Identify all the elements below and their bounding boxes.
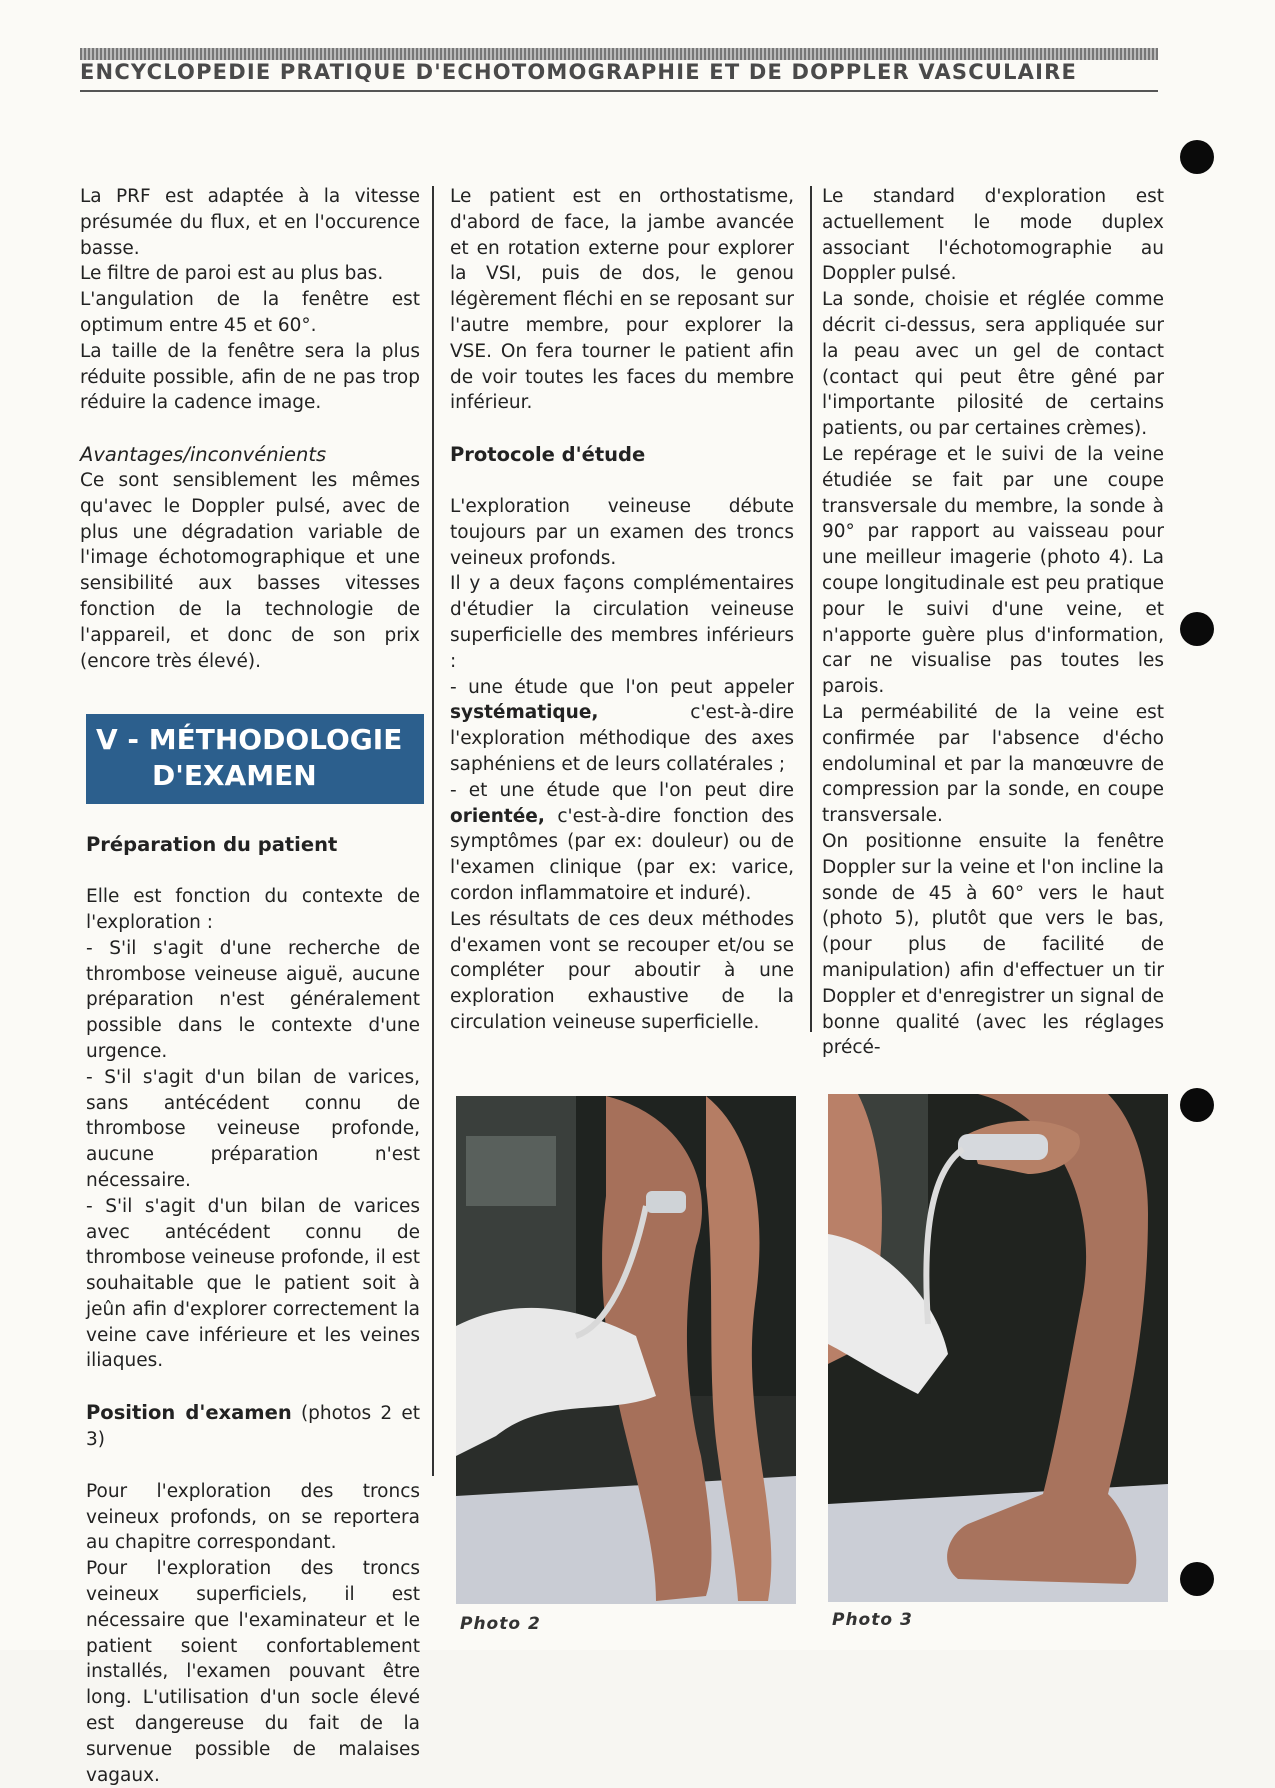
paragraph: L'exploration veineuse débute toujours par un examen des troncs veineux profonds. [450,495,794,569]
paragraph: Le standard d'exploration est actuellement le mode duplex associant l'échotomographie au Doppler pulsé. [822,186,1164,285]
binder-hole-2 [1180,612,1214,646]
text: c'est-à-dire fonction des symptômes (par ex: douleur) ou de l'examen clinique (par ex: varice, cordon inflammatoire et induré). [450,805,794,904]
list-item: - S'il s'agit d'un bilan de varices, sans antécédent connu de thrombose veineuse profonde, aucune préparation n'est nécessaire. [86,1066,420,1191]
list-item: - S'il s'agit d'un bilan de varices avec antécédent connu de thrombose veineuse profonde, il est souhaitable que le patient soit à jeûn afin d'explorer correctement la veine cave inférieure et les veines iliaques. [86,1195,420,1372]
paragraph: La taille de la fenêtre sera la plus réduite possible, afin de ne pas trop réduire la cadence image. [80,340,420,414]
emphasis-orientee: orientée, [450,805,545,827]
section-heading-box [86,714,424,804]
paragraph: L'angulation de la fenêtre est optimum entre 45 et 60°. [80,289,420,336]
binder-hole-4 [1180,1562,1214,1596]
paragraph: La perméabilité de la veine est confirmée par l'absence d'écho endoluminal et par la manœuvre de compression par la sonde, en coupe transversale. [822,701,1164,827]
column-rule-2 [810,186,812,1032]
binder-hole-1 [1180,140,1214,174]
header-stripe [80,48,1158,60]
photo-3-illustration [828,1094,1168,1602]
photo-3-caption: Photo 3 [832,1610,913,1630]
text: - et une étude que l'on peut dire [450,779,794,801]
paragraph: Le repérage et le suivi de la veine étudiée se fait par une coupe transversale du membre, la sonde à 90° par rapport au vaisseau pour une meilleur imagerie (photo 4). La coupe longitudinale est peu pratique pour le suivi d'une veine, et n'apporte guère plus d'information, car ne visualise pas toutes les parois. [822,443,1164,698]
text: - une étude que l'on peut appeler [450,676,794,698]
subheading-avantages: Avantages/inconvénients [80,443,327,467]
paragraph: La PRF est adaptée à la vitesse présumée du flux, et en l'occurence basse. [80,186,420,259]
paragraph: Ce sont sensiblement les mêmes qu'avec le Doppler pulsé, avec de plus une dégradation variable de l'image échotomographique et une sensibilité aux basses vitesses fonction de la technologie de l'appareil, et donc de son prix (encore très élevé). [80,469,420,672]
paragraph: Pour l'exploration des troncs veineux superficiels, il est nécessaire que l'examinateur et le patient soient confortablement installés, l'examen pouvant être long. L'utilisation d'un socle élevé est dangereuse du fait de la survenue possible de malaises vagaux. [86,1558,420,1786]
section-title-line-1: V - MÉTHODOLOGIE [96,723,403,757]
paragraph: On positionne ensuite la fenêtre Doppler sur la veine et l'on incline la sonde de 45 à 60° vers le haut (photo 5), plutôt que vers le bas, (pour plus de facilité de manipulation) afin d'effectuer un tir Doppler et d'enregistrer un signal de bonne qualité (avec les réglages précé- [822,830,1164,1059]
photo-2-caption: Photo 2 [460,1614,541,1634]
column-rule-1 [432,186,434,1476]
column-1 [80,184,420,1788]
binder-hole-3 [1180,1088,1214,1122]
photo-3-image [828,1094,1168,1602]
photo-2-image [456,1096,796,1604]
list-item [450,675,794,778]
photo-2-illustration [456,1096,796,1604]
subheading-preparation: Préparation du patient [86,833,338,857]
list-item [450,778,794,907]
header-title: ENCYCLOPEDIE PRATIQUE D'ECHOTOMOGRAPHIE ET DE DOPPLER VASCULAIRE [80,60,1078,84]
paragraph: Le patient est en orthostatisme, d'abord de face, la jambe avancée et en rotation externe pour explorer la VSI, puis de dos, le genou légèrement fléchi en se reposant sur l'autre membre, pour explorer la VSE. On fera tourner le patient afin de voir toutes les faces du membre inférieur. [450,186,794,414]
column-3 [822,184,1164,1061]
header-rule [80,90,1158,92]
position-photo-ref: (photos 2 et 3) [86,1403,421,1451]
position-heading: Position d'examen [86,1401,292,1425]
subheading-position [86,1400,420,1453]
section-title-line-2: D'EXAMEN [152,759,317,793]
paragraph: Il y a deux façons complémentaires d'étudier la circulation veineuse superficielle des membres inférieurs : [450,573,794,672]
paragraph: Les résultats de ces deux méthodes d'examen vont se recouper et/ou se compléter pour aboutir à une exploration exhaustive de la circulation veineuse superficielle. [450,908,794,1033]
paragraph: Le filtre de paroi est au plus bas. [80,263,384,285]
column-2 [450,184,794,1036]
emphasis-systematique: systématique, [450,702,599,724]
paragraph: Elle est fonction du contexte de l'exploration : [86,886,420,933]
paragraph: Pour l'exploration des troncs veineux profonds, on se reportera au chapitre correspondant. [86,1480,420,1554]
list-item: - S'il s'agit d'une recherche de thrombose veineuse aiguë, aucune préparation n'est généralement possible dans le contexte d'une urgence. [86,937,420,1062]
text: c'est-à-dire l'exploration méthodique des axes saphéniens et de leurs collatérales ; [450,702,794,775]
paragraph: La sonde, choisie et réglée comme décrit ci-dessus, sera appliquée sur la peau avec un gel de contact (contact qui peut être gêné par l'importante pilosité de certains patients, ou par certaines crèmes). [822,289,1164,440]
subheading-protocole: Protocole d'étude [450,443,646,467]
